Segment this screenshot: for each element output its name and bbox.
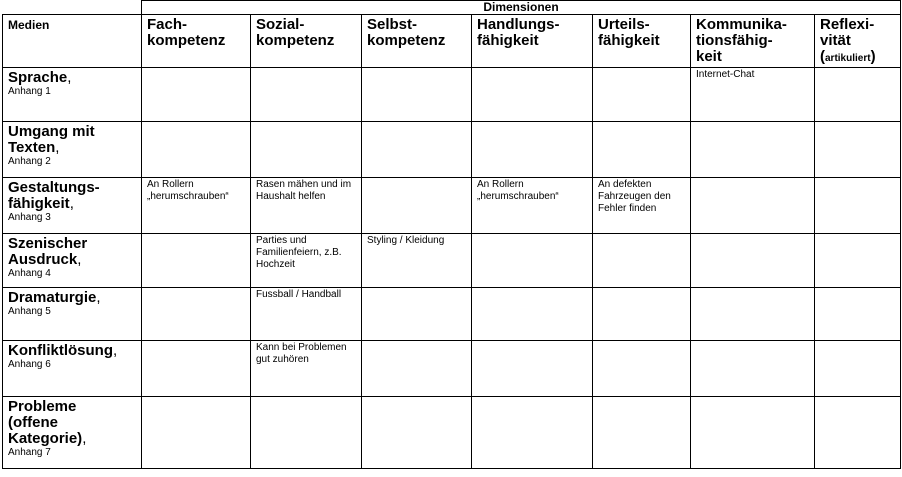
table-cell <box>593 234 691 288</box>
table-cell <box>362 288 472 341</box>
table-cell <box>251 68 362 122</box>
table-cell <box>251 397 362 469</box>
table-cell <box>142 234 251 288</box>
table-cell <box>691 122 815 178</box>
table-row <box>3 68 901 122</box>
table-cell <box>815 68 901 122</box>
table-cell <box>691 178 815 234</box>
row-header-dramaturgie: Dramaturgie, Anhang 5 <box>3 288 142 341</box>
table-cell <box>691 234 815 288</box>
table-cell <box>472 68 593 122</box>
col-header-selbstkompetenz: Selbst- kompetenz <box>362 15 472 68</box>
table-cell <box>251 122 362 178</box>
table-cell <box>593 288 691 341</box>
table-row <box>3 122 901 178</box>
row-header-probleme: Probleme (offene Kategorie), Anhang 7 <box>3 397 142 469</box>
col-header-handlungsfaehigkeit: Handlungs- fähigkeit <box>472 15 593 68</box>
dimensions-header: Dimensionen <box>142 1 901 15</box>
corner-top-cell <box>3 1 142 15</box>
dimensions-header-row <box>3 1 901 15</box>
table-cell <box>362 397 472 469</box>
table-row <box>3 288 901 341</box>
table-cell <box>142 68 251 122</box>
table-cell <box>815 288 901 341</box>
table-cell <box>691 341 815 397</box>
table-row <box>3 341 901 397</box>
table-cell <box>362 341 472 397</box>
col-header-urteilsfaehigkeit: Urteils- fähigkeit <box>593 15 691 68</box>
table-cell <box>142 397 251 469</box>
table-cell: An defekten Fahrzeugen den Fehler finden <box>593 178 691 234</box>
media-column-header: Medien <box>3 15 142 68</box>
table-cell <box>472 234 593 288</box>
table-cell <box>815 178 901 234</box>
row-header-umgang-mit-texten: Umgang mit Texten, Anhang 2 <box>3 122 142 178</box>
table-cell <box>815 234 901 288</box>
appendix-ref: Anhang 4 <box>8 268 51 279</box>
col-header-sozialkompetenz: Sozial- kompetenz <box>251 15 362 68</box>
table-cell <box>691 397 815 469</box>
table-cell <box>593 68 691 122</box>
table-cell: An Rollern „herumschrauben“ <box>142 178 251 234</box>
table-row <box>3 234 901 288</box>
table-cell <box>593 122 691 178</box>
table-cell: Fussball / Handball <box>251 288 362 341</box>
table-cell: Rasen mähen und im Haushalt helfen <box>251 178 362 234</box>
table-cell <box>593 341 691 397</box>
table-row <box>3 178 901 234</box>
appendix-ref: Anhang 6 <box>8 359 51 370</box>
table-cell <box>142 288 251 341</box>
table-cell <box>472 397 593 469</box>
col-header-fachkompetenz: Fach- kompetenz <box>142 15 251 68</box>
table-cell <box>362 178 472 234</box>
table-cell: Styling / Kleidung <box>362 234 472 288</box>
appendix-ref: Anhang 2 <box>8 156 51 167</box>
appendix-ref: Anhang 7 <box>8 447 51 458</box>
table-cell <box>815 397 901 469</box>
table-cell <box>472 288 593 341</box>
row-header-gestaltungsfaehigkeit: Gestaltungs- fähigkeit, Anhang 3 <box>3 178 142 234</box>
row-header-szenischer-ausdruck: Szenischer Ausdruck, Anhang 4 <box>3 234 142 288</box>
table-cell <box>142 122 251 178</box>
row-header-sprache: Sprache, Anhang 1 <box>3 68 142 122</box>
table-cell <box>815 341 901 397</box>
reflexivity-note: artikuliert <box>825 53 871 64</box>
column-header-row <box>3 15 901 68</box>
table-cell <box>815 122 901 178</box>
appendix-ref: Anhang 1 <box>8 86 51 97</box>
appendix-ref: Anhang 5 <box>8 306 51 317</box>
table-cell <box>362 122 472 178</box>
competence-matrix-table <box>2 0 901 469</box>
table-cell: Internet-Chat <box>691 68 815 122</box>
table-cell: An Rollern „herumschrauben“ <box>472 178 593 234</box>
col-header-kommunikationsfaehigkeit: Kommunika- tionsfähig- keit <box>691 15 815 68</box>
table-cell: Kann bei Problemen gut zuhören <box>251 341 362 397</box>
table-row <box>3 397 901 469</box>
table-cell <box>472 341 593 397</box>
table-cell <box>472 122 593 178</box>
table-cell <box>691 288 815 341</box>
table-cell <box>142 341 251 397</box>
appendix-ref: Anhang 3 <box>8 212 51 223</box>
table-cell: Parties und Familienfeiern, z.B. Hochzeit <box>251 234 362 288</box>
table-cell <box>362 68 472 122</box>
row-header-konfliktloesung: Konfliktlösung, Anhang 6 <box>3 341 142 397</box>
col-header-reflexivitaet: Reflexi- vität (artikuliert) <box>815 15 901 68</box>
table-cell <box>593 397 691 469</box>
